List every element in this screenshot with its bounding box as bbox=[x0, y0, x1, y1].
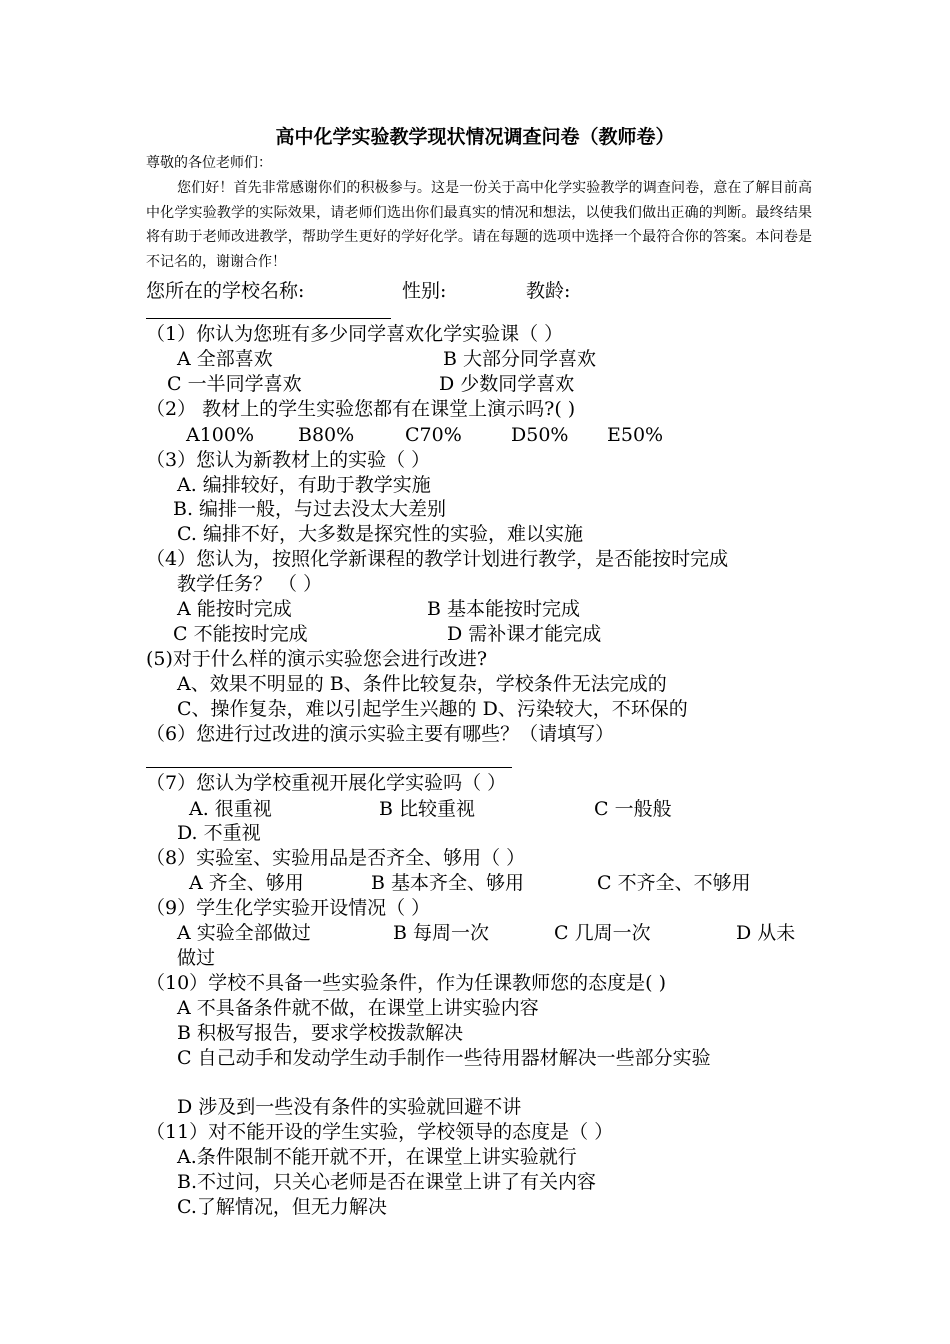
question-10: （10）学校不具备一些实验条件，作为任课教师您的态度是( ) bbox=[146, 972, 667, 994]
greeting: 尊敬的各位老师们： bbox=[146, 155, 272, 171]
q2-option-b[interactable]: B80% bbox=[298, 424, 355, 446]
school-name-blank[interactable] bbox=[146, 318, 391, 319]
q2-option-e[interactable]: E50% bbox=[607, 424, 664, 446]
q7-option-a[interactable]: A. 很重视 bbox=[189, 798, 272, 820]
q10-option-b[interactable]: B 积极写报告，要求学校拨款解决 bbox=[177, 1022, 464, 1044]
q11-option-b[interactable]: B.不过问，只关心老师是否在课堂上讲了有关内容 bbox=[177, 1171, 597, 1193]
q8-option-b[interactable]: B 基本齐全、够用 bbox=[371, 872, 525, 894]
q4-option-a[interactable]: A 能按时完成 bbox=[177, 598, 292, 620]
teaching-years-label: 教龄: bbox=[526, 280, 571, 302]
q9-option-a[interactable]: A 实验全部做过 bbox=[177, 922, 311, 944]
question-1: （1）你认为您班有多少同学喜欢化学实验课（ ） bbox=[146, 323, 564, 345]
question-6: （6）您进行过改进的演示实验主要有哪些？（请填写） bbox=[146, 723, 615, 745]
q6-answer-blank[interactable] bbox=[146, 767, 512, 768]
question-8: （8）实验室、实验用品是否齐全、够用（ ） bbox=[146, 847, 526, 869]
q11-option-a[interactable]: A.条件限制不能开就不开，在课堂上讲实验就行 bbox=[177, 1146, 577, 1168]
question-9: （9）学生化学实验开设情况（ ） bbox=[146, 897, 431, 919]
question-7: （7）您认为学校重视开展化学实验吗（ ） bbox=[146, 772, 507, 794]
question-11: （11）对不能开设的学生实验，学校领导的态度是（ ） bbox=[146, 1121, 614, 1143]
q10-option-a[interactable]: A 不具备条件就不做，在课堂上讲实验内容 bbox=[177, 997, 539, 1019]
q7-option-d[interactable]: D. 不重视 bbox=[177, 822, 261, 844]
school-name-label: 您所在的学校名称: bbox=[146, 280, 305, 302]
q9-option-c[interactable]: C 几周一次 bbox=[554, 922, 651, 944]
question-3: （3）您认为新教材上的实验（ ） bbox=[146, 449, 431, 471]
q7-option-c[interactable]: C 一般般 bbox=[594, 798, 672, 820]
question-4-line-1: （4）您认为，按照化学新课程的教学计划进行教学，是否能按时完成 bbox=[146, 548, 729, 570]
q3-option-b[interactable]: B. 编排一般，与过去没太大差别 bbox=[173, 498, 447, 520]
q3-option-a[interactable]: A. 编排较好，有助于教学实施 bbox=[177, 474, 431, 496]
q8-option-c[interactable]: C 不齐全、不够用 bbox=[597, 872, 751, 894]
q2-option-a[interactable]: A100% bbox=[186, 424, 255, 446]
q10-option-c[interactable]: C 自己动手和发动学生动手制作一些待用器材解决一些部分实验 bbox=[177, 1047, 711, 1069]
q9-option-d-continued[interactable]: 做过 bbox=[177, 947, 216, 969]
question-2: （2） 教材上的学生实验您都有在课堂上演示吗?( ) bbox=[146, 398, 576, 420]
question-5: (5)对于什么样的演示实验您会进行改进? bbox=[146, 648, 488, 670]
q1-option-c[interactable]: C 一半同学喜欢 bbox=[167, 373, 302, 395]
gender-label: 性别: bbox=[402, 280, 447, 302]
q1-option-d[interactable]: D 少数同学喜欢 bbox=[439, 373, 575, 395]
q1-option-b[interactable]: B 大部分同学喜欢 bbox=[443, 348, 597, 370]
q8-option-a[interactable]: A 齐全、够用 bbox=[189, 872, 304, 894]
q11-option-c[interactable]: C.了解情况，但无力解决 bbox=[177, 1196, 387, 1218]
q4-option-d[interactable]: D 需补课才能完成 bbox=[447, 623, 602, 645]
q2-option-c[interactable]: C70% bbox=[405, 424, 462, 446]
q5-options-a-b[interactable]: A、效果不明显的 B、条件比较复杂，学校条件无法完成的 bbox=[177, 673, 667, 695]
q10-option-d[interactable]: D 涉及到一些没有条件的实验就回避不讲 bbox=[177, 1096, 522, 1118]
q3-option-c[interactable]: C. 编排不好，大多数是探究性的实验，难以实施 bbox=[177, 523, 583, 545]
q4-option-b[interactable]: B 基本能按时完成 bbox=[427, 598, 581, 620]
question-4-line-2: 教学任务？ （ ） bbox=[177, 573, 323, 595]
q9-option-b[interactable]: B 每周一次 bbox=[393, 922, 490, 944]
q2-option-d[interactable]: D50% bbox=[511, 424, 569, 446]
document-title: 高中化学实验教学现状情况调查问卷（教师卷） bbox=[275, 126, 675, 148]
q1-option-a[interactable]: A 全部喜欢 bbox=[177, 348, 273, 370]
intro-paragraph: 您们好！首先非常感谢你们的积极参与。这是一份关于高中化学实验教学的调查问卷，意在了解目前高中化学实验教学的实际效果，请老师们选出你们最真实的情况和想法，以使我们做出正确的判断。最终结果将有助于老师改进教学，帮助学生更好的学好化学。请在每题的选项中选择一个最符合你的答案。本问卷是不记名的，谢谢合作！ bbox=[146, 180, 812, 270]
q9-option-d[interactable]: D 从未 bbox=[736, 922, 796, 944]
q4-option-c[interactable]: C 不能按时完成 bbox=[173, 623, 308, 645]
q5-options-c-d[interactable]: C、操作复杂，难以引起学生兴趣的 D、污染较大，不环保的 bbox=[177, 698, 688, 720]
q7-option-b[interactable]: B 比较重视 bbox=[379, 798, 476, 820]
